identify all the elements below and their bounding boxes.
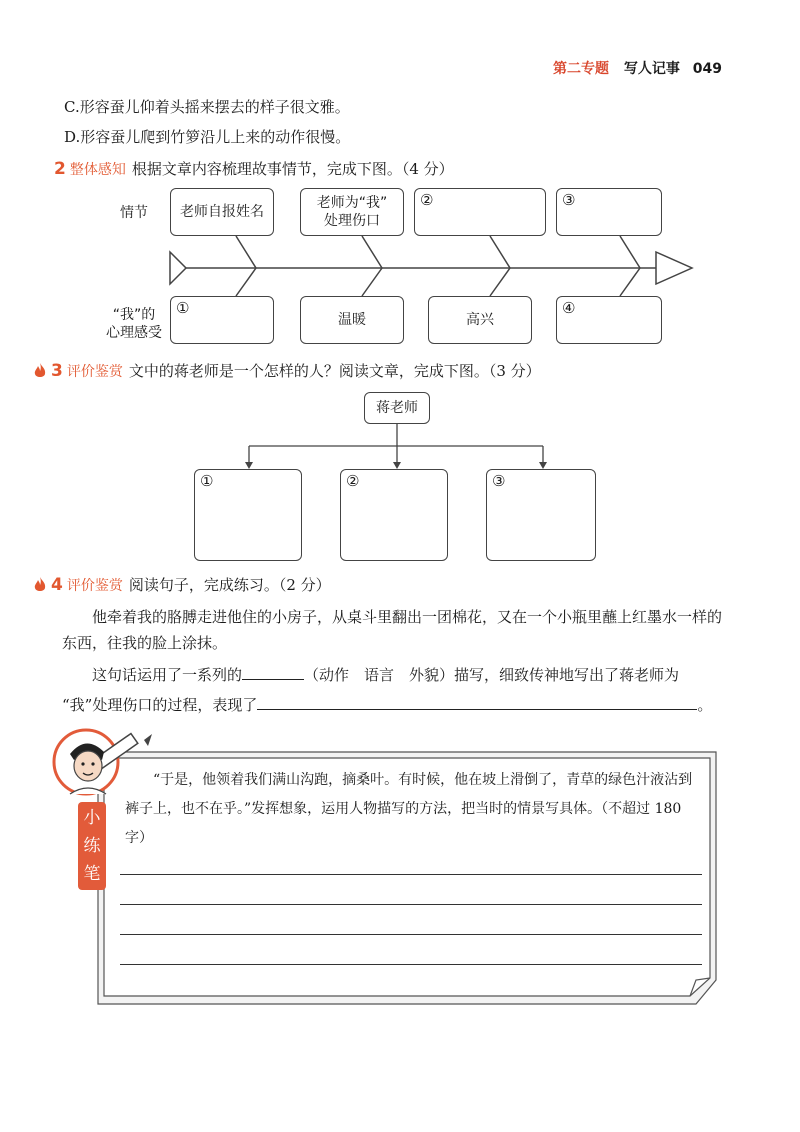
trait-box-3[interactable]: ③ (486, 469, 596, 561)
feeling-box-2: 温暖 (300, 296, 404, 344)
plot-box-3[interactable]: ② (414, 188, 546, 236)
question-tag: 评价鉴赏 (66, 577, 123, 594)
practice-badge: 小练笔 (78, 802, 106, 890)
plot-box-1: 老师自报姓名 (170, 188, 274, 236)
question-number: 3 (51, 360, 63, 381)
chapter-title: 写人记事 (623, 61, 680, 77)
practice-prompt: “于是，他领着我们满山沟跑，摘桑叶。有时候，他在坡上滑倒了，青草的绿色汁液沾到裤子上，也不在乎。”发挥想象，运用人物描写的方法，把当时的情景写具体。（不超过 180 字） (125, 772, 693, 846)
page-number: 049 (692, 61, 722, 77)
writing-line[interactable] (120, 964, 702, 965)
writing-line[interactable] (120, 874, 702, 875)
feeling-box-1[interactable]: ① (170, 296, 274, 344)
question-number: 2 (54, 158, 66, 179)
plot-box-2: 老师为“我” 处理伤口 (300, 188, 404, 236)
plot-box-4[interactable]: ③ (556, 188, 662, 236)
row-label-feeling: “我”的 心理感受 (106, 307, 162, 341)
question-tag: 评价鉴赏 (66, 363, 123, 380)
feeling-box-4[interactable]: ④ (556, 296, 662, 344)
writing-line[interactable] (120, 904, 702, 905)
trait-box-2[interactable]: ② (340, 469, 448, 561)
trait-box-1[interactable]: ① (194, 469, 302, 561)
section-label: 第二专题 (553, 61, 610, 77)
question-tag: 整体感知 (69, 161, 126, 178)
row-label-plot: 情节 (120, 205, 148, 221)
q4-question-line-1: 这句话运用了一系列的 （动作 语言 外貌）描写，细致传神地写出了蒋老师为 (62, 662, 722, 688)
question-prompt: 阅读句子，完成练习。（2 分） (128, 576, 331, 594)
question-prompt: 根据文章内容梳理故事情节，完成下图。（4 分） (131, 160, 454, 178)
writing-line[interactable] (120, 934, 702, 935)
question-number: 4 (51, 574, 63, 595)
option-d: D.形容蚕儿爬到竹箩沿儿上来的动作很慢。 (64, 128, 351, 146)
q4-question-line-2: “我”处理伤口的过程，表现了 。 (62, 692, 722, 718)
teacher-root-box: 蒋老师 (364, 392, 430, 424)
feeling-box-3: 高兴 (428, 296, 532, 344)
quoted-sentence: 他牵着我的胳膊走进他住的小房子，从桌斗里翻出一团棉花，又在一个小瓶里蘸上红墨水一样的东西，往我的脸上涂抹。 (62, 608, 723, 652)
question-prompt: 文中的蒋老师是一个怎样的人？阅读文章，完成下图。（3 分） (128, 362, 541, 380)
option-c: C.形容蚕儿仰着头摇来摆去的样子很文雅。 (64, 98, 350, 116)
